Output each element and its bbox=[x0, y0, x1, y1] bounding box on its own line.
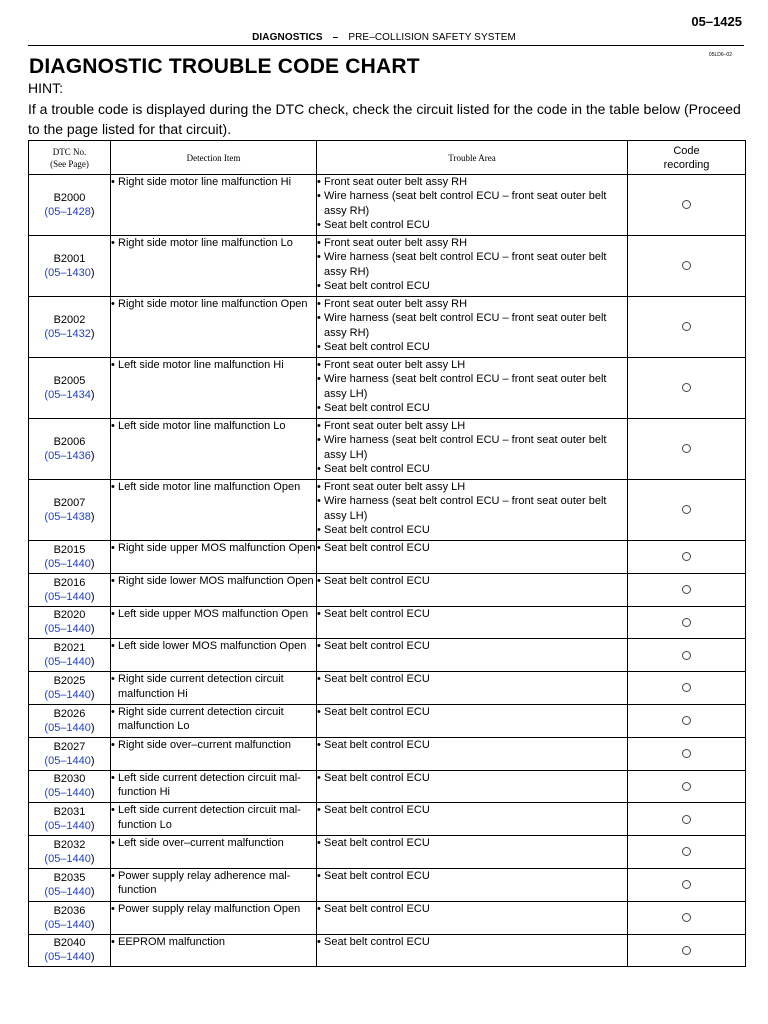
paren-close: ) bbox=[90, 206, 95, 218]
paren-close: ) bbox=[90, 853, 95, 866]
circle-icon bbox=[682, 716, 691, 725]
detection-item-cell bbox=[111, 419, 317, 480]
detection-item: • Right side lower MOS malfunction Open bbox=[111, 574, 316, 588]
paren-open: ( bbox=[44, 389, 49, 401]
detection-item: • Left side current detection circuit malfunction Lo bbox=[111, 803, 316, 832]
table-row bbox=[29, 358, 746, 419]
header-code-recording bbox=[628, 141, 746, 175]
table-row bbox=[29, 541, 746, 574]
dtc-cell bbox=[29, 358, 111, 419]
table-row bbox=[29, 836, 746, 869]
trouble-area-item: • Seat belt control ECU bbox=[317, 639, 627, 653]
trouble-area-item: • Seat belt control ECU bbox=[317, 523, 627, 537]
paren-close: ) bbox=[90, 721, 95, 734]
trouble-area-item: • Seat belt control ECU bbox=[317, 401, 627, 415]
paren-open: ( bbox=[44, 557, 49, 570]
circle-icon bbox=[682, 815, 691, 824]
trouble-area-cell bbox=[317, 836, 628, 869]
trouble-area-item: • Seat belt control ECU bbox=[317, 279, 627, 293]
code-recording-cell bbox=[628, 480, 746, 541]
page-link[interactable]: 05–1428 bbox=[48, 206, 91, 218]
header-detection-item: Detection Item bbox=[111, 141, 317, 175]
detection-item-cell bbox=[111, 175, 317, 236]
trouble-area-item: • Seat belt control ECU bbox=[317, 869, 627, 883]
trouble-area-cell bbox=[317, 770, 628, 803]
paren-open: ( bbox=[44, 721, 49, 734]
trouble-area-cell bbox=[317, 175, 628, 236]
paren-open: ( bbox=[44, 787, 49, 800]
table-header-row bbox=[29, 141, 746, 175]
page-title: DIAGNOSTIC TROUBLE CODE CHART bbox=[29, 55, 420, 78]
dtc-code: B2000 bbox=[53, 192, 86, 204]
table-row bbox=[29, 639, 746, 672]
table-row bbox=[29, 868, 746, 901]
dtc-cell bbox=[29, 297, 111, 358]
code-recording-cell bbox=[628, 236, 746, 297]
detection-item-cell bbox=[111, 934, 317, 967]
circle-icon bbox=[682, 782, 691, 791]
page-reference bbox=[29, 754, 110, 768]
paren-close: ) bbox=[90, 689, 95, 702]
dtc-code: B2021 bbox=[53, 642, 86, 655]
trouble-area-cell bbox=[317, 236, 628, 297]
table-row bbox=[29, 901, 746, 934]
dtc-cell bbox=[29, 704, 111, 737]
trouble-area-item: • Wire harness (seat belt control ECU – front seat outer belt assy LH) bbox=[317, 372, 627, 401]
paren-open: ( bbox=[44, 511, 49, 523]
page-reference bbox=[29, 918, 110, 932]
detection-item-cell bbox=[111, 236, 317, 297]
table-row bbox=[29, 236, 746, 297]
page-link[interactable]: 05–1434 bbox=[48, 389, 91, 401]
dtc-cell bbox=[29, 236, 111, 297]
circle-icon bbox=[682, 683, 691, 692]
detection-item: • Left side motor line malfunction Hi bbox=[111, 358, 316, 372]
table-row bbox=[29, 672, 746, 705]
trouble-area-cell bbox=[317, 541, 628, 574]
circle-icon bbox=[682, 552, 691, 561]
paren-open: ( bbox=[44, 623, 49, 636]
page-reference bbox=[29, 950, 110, 964]
trouble-area-cell bbox=[317, 480, 628, 541]
dtc-cell bbox=[29, 175, 111, 236]
trouble-area-cell bbox=[317, 297, 628, 358]
paren-open: ( bbox=[44, 853, 49, 866]
trouble-area-cell bbox=[317, 606, 628, 639]
circle-icon bbox=[682, 618, 691, 627]
trouble-area-item: • Seat belt control ECU bbox=[317, 462, 627, 476]
trouble-area-cell bbox=[317, 934, 628, 967]
circle-icon bbox=[682, 322, 691, 331]
page-reference bbox=[29, 885, 110, 899]
detection-item: • Right side motor line malfunction Open bbox=[111, 297, 316, 311]
detection-item-cell bbox=[111, 868, 317, 901]
page-reference bbox=[29, 205, 110, 219]
detection-item: • Right side motor line malfunction Lo bbox=[111, 236, 316, 250]
trouble-area-item: • Seat belt control ECU bbox=[317, 705, 627, 719]
dtc-code: B2036 bbox=[53, 904, 86, 917]
circle-icon bbox=[682, 749, 691, 758]
circle-icon bbox=[682, 651, 691, 660]
circle-icon bbox=[682, 913, 691, 922]
trouble-area-cell bbox=[317, 868, 628, 901]
page-number: 05–1425 bbox=[691, 14, 742, 29]
page-link[interactable]: 05–1440 bbox=[48, 689, 91, 702]
page-reference bbox=[29, 388, 110, 402]
trouble-area-item: • Wire harness (seat belt control ECU – front seat outer belt assy RH) bbox=[317, 311, 627, 340]
trouble-area-item: • Wire harness (seat belt control ECU – front seat outer belt assy RH) bbox=[317, 250, 627, 279]
trouble-area-item: • Wire harness (seat belt control ECU – front seat outer belt assy RH) bbox=[317, 189, 627, 218]
page-reference bbox=[29, 852, 110, 866]
detection-item: • Right side over–current malfunction bbox=[111, 738, 316, 752]
detection-item: • Left side lower MOS malfunction Open bbox=[111, 639, 316, 653]
circle-icon bbox=[682, 505, 691, 514]
section-name: DIAGNOSTICS bbox=[252, 32, 323, 43]
intro-paragraph: If a trouble code is displayed during the DTC check, check the circuit listed for the code in the table below (Proceed to the page listed for that circuit). bbox=[28, 101, 741, 137]
paren-close: ) bbox=[90, 511, 95, 523]
code-recording-cell bbox=[628, 704, 746, 737]
detection-item: • Power supply relay adherence malfunction bbox=[111, 869, 316, 898]
page-link[interactable]: 05–1440 bbox=[48, 590, 91, 603]
dtc-cell bbox=[29, 901, 111, 934]
detection-item-cell bbox=[111, 606, 317, 639]
trouble-area-item: • Front seat outer belt assy RH bbox=[317, 297, 627, 311]
dtc-code: B2030 bbox=[53, 773, 86, 786]
circle-icon bbox=[682, 444, 691, 453]
dtc-cell bbox=[29, 868, 111, 901]
dtc-cell bbox=[29, 639, 111, 672]
page-reference bbox=[29, 266, 110, 280]
detection-item-cell bbox=[111, 672, 317, 705]
paren-close: ) bbox=[90, 450, 95, 462]
paren-open: ( bbox=[44, 918, 49, 931]
trouble-area-cell bbox=[317, 419, 628, 480]
detection-item: • EEPROM malfunction bbox=[111, 935, 316, 949]
paren-open: ( bbox=[44, 206, 49, 218]
paren-close: ) bbox=[90, 557, 95, 570]
dtc-code: B2025 bbox=[53, 675, 86, 688]
circle-icon bbox=[682, 880, 691, 889]
detection-item: • Left side upper MOS malfunction Open bbox=[111, 607, 316, 621]
dtc-code: B2040 bbox=[53, 937, 86, 950]
dtc-code: B2026 bbox=[53, 707, 86, 720]
trouble-area-cell bbox=[317, 358, 628, 419]
trouble-area-item: • Seat belt control ECU bbox=[317, 771, 627, 785]
page-link[interactable]: 05–1440 bbox=[48, 885, 91, 898]
trouble-area-cell bbox=[317, 639, 628, 672]
detection-item: • Right side current detection circuit malfunction Hi bbox=[111, 672, 316, 701]
circle-icon bbox=[682, 383, 691, 392]
page-link[interactable]: 05–1440 bbox=[48, 820, 91, 833]
trouble-area-item: • Seat belt control ECU bbox=[317, 836, 627, 850]
detection-item-cell bbox=[111, 737, 317, 770]
paren-close: ) bbox=[90, 820, 95, 833]
paren-close: ) bbox=[90, 885, 95, 898]
detection-item-cell bbox=[111, 541, 317, 574]
paren-open: ( bbox=[44, 328, 49, 340]
code-recording-cell bbox=[628, 419, 746, 480]
page-link[interactable]: 05–1440 bbox=[48, 623, 91, 636]
page-reference bbox=[29, 327, 110, 341]
circle-icon bbox=[682, 585, 691, 594]
detection-item-cell bbox=[111, 836, 317, 869]
code-recording-cell bbox=[628, 573, 746, 606]
paren-open: ( bbox=[44, 590, 49, 603]
page-link[interactable]: 05–1430 bbox=[48, 267, 91, 279]
page-link[interactable]: 05–1440 bbox=[48, 721, 91, 734]
paren-close: ) bbox=[90, 623, 95, 636]
detection-item-cell bbox=[111, 803, 317, 836]
circle-icon bbox=[682, 946, 691, 955]
header-rule bbox=[28, 45, 744, 46]
page-link[interactable]: 05–1440 bbox=[48, 853, 91, 866]
trouble-area-item: • Seat belt control ECU bbox=[317, 803, 627, 817]
paren-open: ( bbox=[44, 689, 49, 702]
table-row bbox=[29, 175, 746, 236]
trouble-area-item: • Front seat outer belt assy LH bbox=[317, 480, 627, 494]
dtc-cell bbox=[29, 803, 111, 836]
dtc-code: B2020 bbox=[53, 609, 86, 622]
paren-open: ( bbox=[44, 267, 49, 279]
dtc-cell bbox=[29, 541, 111, 574]
dtc-code: B2007 bbox=[53, 497, 86, 509]
trouble-area-item: • Wire harness (seat belt control ECU – front seat outer belt assy LH) bbox=[317, 494, 627, 523]
dtc-table-body bbox=[29, 175, 746, 967]
trouble-area-item: • Wire harness (seat belt control ECU – front seat outer belt assy LH) bbox=[317, 433, 627, 462]
header-trouble-area: Trouble Area bbox=[317, 141, 628, 175]
detection-item-cell bbox=[111, 639, 317, 672]
paren-close: ) bbox=[90, 267, 95, 279]
header-see-page-label: (See Page) bbox=[50, 158, 89, 169]
page-link[interactable]: 05–1440 bbox=[48, 656, 91, 669]
dtc-code: B2005 bbox=[53, 375, 86, 387]
page-link[interactable]: 05–1440 bbox=[48, 557, 91, 570]
table-row bbox=[29, 704, 746, 737]
trouble-area-item: • Seat belt control ECU bbox=[317, 935, 627, 949]
circle-icon bbox=[682, 261, 691, 270]
dtc-cell bbox=[29, 573, 111, 606]
code-recording-cell bbox=[628, 672, 746, 705]
paren-close: ) bbox=[90, 787, 95, 800]
code-recording-cell bbox=[628, 737, 746, 770]
table-row bbox=[29, 803, 746, 836]
code-recording-cell bbox=[628, 639, 746, 672]
dtc-code: B2002 bbox=[53, 314, 86, 326]
code-recording-cell bbox=[628, 803, 746, 836]
paren-open: ( bbox=[44, 754, 49, 767]
trouble-area-item: • Seat belt control ECU bbox=[317, 902, 627, 916]
trouble-area-cell bbox=[317, 704, 628, 737]
dtc-cell bbox=[29, 672, 111, 705]
table-row bbox=[29, 737, 746, 770]
code-recording-cell bbox=[628, 606, 746, 639]
detection-item-cell bbox=[111, 297, 317, 358]
code-recording-cell bbox=[628, 541, 746, 574]
paren-close: ) bbox=[90, 656, 95, 669]
page-link[interactable]: 05–1436 bbox=[48, 450, 91, 462]
page-reference bbox=[29, 449, 110, 463]
running-header bbox=[0, 32, 768, 43]
detection-item: • Power supply relay malfunction Open bbox=[111, 902, 316, 916]
detection-item-cell bbox=[111, 480, 317, 541]
table-row bbox=[29, 573, 746, 606]
dtc-code: B2016 bbox=[53, 576, 86, 589]
page-link[interactable]: 05–1438 bbox=[48, 511, 91, 523]
detection-item-cell bbox=[111, 901, 317, 934]
dtc-cell bbox=[29, 934, 111, 967]
dtc-code: B2027 bbox=[53, 740, 86, 753]
table-row bbox=[29, 770, 746, 803]
document-code: 05LD6–02 bbox=[708, 52, 732, 58]
detection-item-cell bbox=[111, 770, 317, 803]
detection-item: • Left side motor line malfunction Lo bbox=[111, 419, 316, 433]
detection-item-cell bbox=[111, 704, 317, 737]
trouble-area-cell bbox=[317, 803, 628, 836]
trouble-area-cell bbox=[317, 573, 628, 606]
table-row bbox=[29, 934, 746, 967]
paren-close: ) bbox=[90, 328, 95, 340]
paren-open: ( bbox=[44, 951, 49, 964]
page-reference bbox=[29, 688, 110, 702]
paren-open: ( bbox=[44, 885, 49, 898]
dtc-table bbox=[28, 140, 746, 967]
table-row bbox=[29, 297, 746, 358]
trouble-area-cell bbox=[317, 672, 628, 705]
trouble-area-item: • Front seat outer belt assy LH bbox=[317, 358, 627, 372]
trouble-area-item: • Seat belt control ECU bbox=[317, 541, 627, 555]
page-reference bbox=[29, 655, 110, 669]
header-recording-label: recording bbox=[663, 158, 710, 171]
dtc-code: B2035 bbox=[53, 871, 86, 884]
paren-close: ) bbox=[90, 918, 95, 931]
trouble-area-item: • Seat belt control ECU bbox=[317, 672, 627, 686]
page-reference bbox=[29, 590, 110, 604]
detection-item: • Right side upper MOS malfunction Open bbox=[111, 541, 316, 555]
dtc-cell bbox=[29, 419, 111, 480]
hint-label: HINT: bbox=[28, 80, 63, 96]
detection-item: • Left side motor line malfunction Open bbox=[111, 480, 316, 494]
header-code-label: Code bbox=[673, 144, 700, 157]
code-recording-cell bbox=[628, 175, 746, 236]
detection-item: • Right side motor line malfunction Hi bbox=[111, 175, 316, 189]
detection-item-cell bbox=[111, 358, 317, 419]
table-row bbox=[29, 419, 746, 480]
circle-icon bbox=[682, 847, 691, 856]
subsection-name: PRE–COLLISION SAFETY SYSTEM bbox=[348, 32, 516, 43]
trouble-area-item: • Seat belt control ECU bbox=[317, 607, 627, 621]
trouble-area-item: • Front seat outer belt assy RH bbox=[317, 236, 627, 250]
detection-item: • Left side over–current malfunction bbox=[111, 836, 316, 850]
page-reference bbox=[29, 557, 110, 571]
dtc-cell bbox=[29, 737, 111, 770]
page-reference bbox=[29, 622, 110, 636]
page-reference bbox=[29, 819, 110, 833]
code-recording-cell bbox=[628, 934, 746, 967]
code-recording-cell bbox=[628, 358, 746, 419]
detection-item: • Left side current detection circuit malfunction Hi bbox=[111, 771, 316, 800]
trouble-area-item: • Seat belt control ECU bbox=[317, 340, 627, 354]
page-link[interactable]: 05–1440 bbox=[48, 787, 91, 800]
trouble-area-cell bbox=[317, 737, 628, 770]
dtc-cell bbox=[29, 606, 111, 639]
trouble-area-item: • Front seat outer belt assy RH bbox=[317, 175, 627, 189]
code-recording-cell bbox=[628, 901, 746, 934]
page-reference bbox=[29, 721, 110, 735]
dtc-code: B2001 bbox=[53, 253, 86, 265]
code-recording-cell bbox=[628, 770, 746, 803]
page-link[interactable]: 05–1432 bbox=[48, 328, 91, 340]
paren-close: ) bbox=[90, 389, 95, 401]
trouble-area-item: • Seat belt control ECU bbox=[317, 218, 627, 232]
paren-open: ( bbox=[44, 450, 49, 462]
header-dtc-no bbox=[29, 141, 111, 175]
dtc-code: B2031 bbox=[53, 806, 86, 819]
code-recording-cell bbox=[628, 836, 746, 869]
table-row bbox=[29, 606, 746, 639]
header-dtc-no-label: DTC No. bbox=[52, 146, 87, 157]
detection-item: • Right side current detection circuit malfunction Lo bbox=[111, 705, 316, 734]
detection-item-cell bbox=[111, 573, 317, 606]
page-reference bbox=[29, 786, 110, 800]
paren-close: ) bbox=[90, 951, 95, 964]
trouble-area-item: • Seat belt control ECU bbox=[317, 738, 627, 752]
trouble-area-item: • Front seat outer belt assy LH bbox=[317, 419, 627, 433]
code-recording-cell bbox=[628, 868, 746, 901]
page-link[interactable]: 05–1440 bbox=[48, 918, 91, 931]
paren-close: ) bbox=[90, 754, 95, 767]
table-row bbox=[29, 480, 746, 541]
page-reference bbox=[29, 510, 110, 524]
dtc-code: B2015 bbox=[53, 543, 86, 556]
dtc-cell bbox=[29, 770, 111, 803]
circle-icon bbox=[682, 200, 691, 209]
code-recording-cell bbox=[628, 297, 746, 358]
dtc-cell bbox=[29, 836, 111, 869]
page-link[interactable]: 05–1440 bbox=[48, 951, 91, 964]
paren-close: ) bbox=[90, 590, 95, 603]
header-separator: – bbox=[332, 32, 339, 43]
page-link[interactable]: 05–1440 bbox=[48, 754, 91, 767]
trouble-area-item: • Seat belt control ECU bbox=[317, 574, 627, 588]
dtc-code: B2032 bbox=[53, 839, 86, 852]
dtc-code: B2006 bbox=[53, 436, 86, 448]
trouble-area-cell bbox=[317, 901, 628, 934]
dtc-cell bbox=[29, 480, 111, 541]
paren-open: ( bbox=[44, 656, 49, 669]
paren-open: ( bbox=[44, 820, 49, 833]
